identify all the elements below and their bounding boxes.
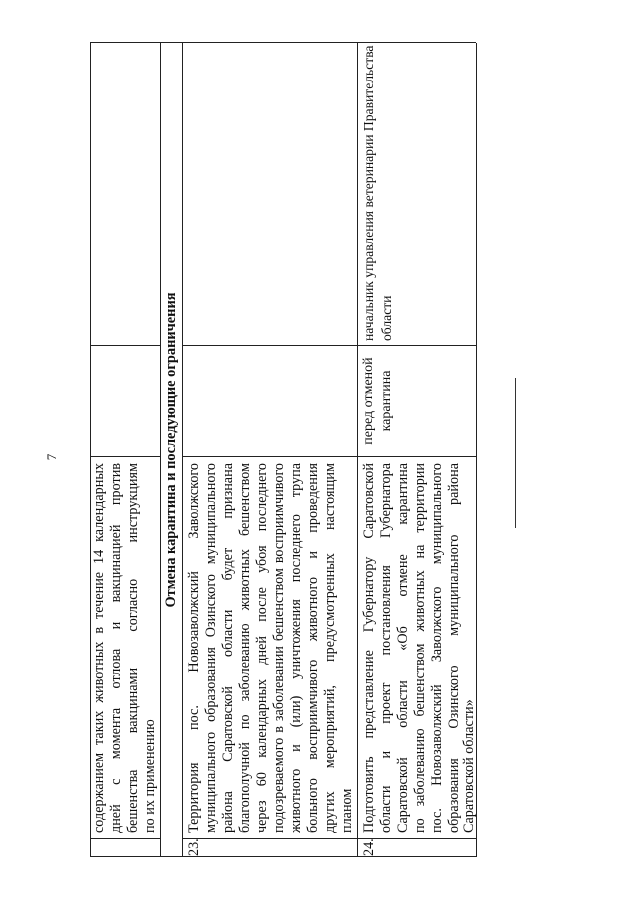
column-divider [182, 345, 476, 346]
row-text-line: Саратовской области «Об отмене карантина [395, 463, 411, 833]
row-text-line: животного и (или) уничтожения последнего трупа [288, 463, 304, 833]
row-text-line: через 60 календарных дней после убоя последнего [254, 463, 270, 833]
continuation-line: по их применению [142, 719, 158, 833]
row-text-line: больного восприимчивого животного и проведения [305, 463, 321, 833]
row-text-line: Подготовить представление Губернатору Саратовской [361, 463, 377, 833]
page-number: 7 [44, 453, 59, 461]
table-border-right [90, 42, 476, 43]
row-number: 23. [186, 838, 202, 856]
row-text-line: подозреваемого в заболевании бешенством восприимчивого [271, 463, 287, 833]
row-text-line: планом [339, 788, 355, 833]
section-title: Отмена карантина и последующие ограничения [163, 292, 179, 608]
column-divider [90, 838, 160, 839]
plan-table [90, 43, 476, 857]
continuation-line: содержанием таких животных в течение 14 календарных [91, 463, 107, 833]
row-text-line: других мероприятий, предусмотренных настоящим [322, 463, 338, 833]
column-divider [90, 456, 160, 457]
row-text-line: образования Озинского муниципального района [446, 463, 462, 833]
row-text-line: района Саратовской области будет признана [220, 463, 236, 833]
row-text-line: области и проект постановления Губернатора [378, 463, 394, 833]
continuation-line: бешенства вакцинами согласно инструкциям [125, 463, 141, 833]
table-border-left [90, 856, 476, 857]
row-number: 24. [361, 838, 377, 856]
row-text-line: муниципального образования Озинского муниципального [203, 463, 219, 833]
row-text-line: пос. Новозаволжский Заволжского муниципального [429, 463, 445, 833]
continuation-line: дней с момента отлова и вакцинацией против [108, 463, 124, 833]
row-divider [182, 43, 183, 857]
column-divider [90, 345, 160, 346]
signature-line [515, 378, 516, 528]
row-deadline: карантина [379, 370, 394, 432]
row-text-line: благополучной по заболеванию животных бешенством [237, 463, 253, 833]
row-text-line: по заболеванию бешенством животных на территории [412, 463, 428, 833]
row-responsible: начальник управления ветеринарии Правительства [361, 45, 376, 341]
column-divider [182, 456, 476, 457]
row-deadline: перед отменой [361, 357, 376, 445]
row-text-line: Саратовской области» [461, 699, 477, 833]
column-divider [182, 838, 476, 839]
row-text-line: Территория пос. Новозаволжский Заволжского [186, 463, 202, 833]
row-responsible: области [379, 295, 394, 341]
